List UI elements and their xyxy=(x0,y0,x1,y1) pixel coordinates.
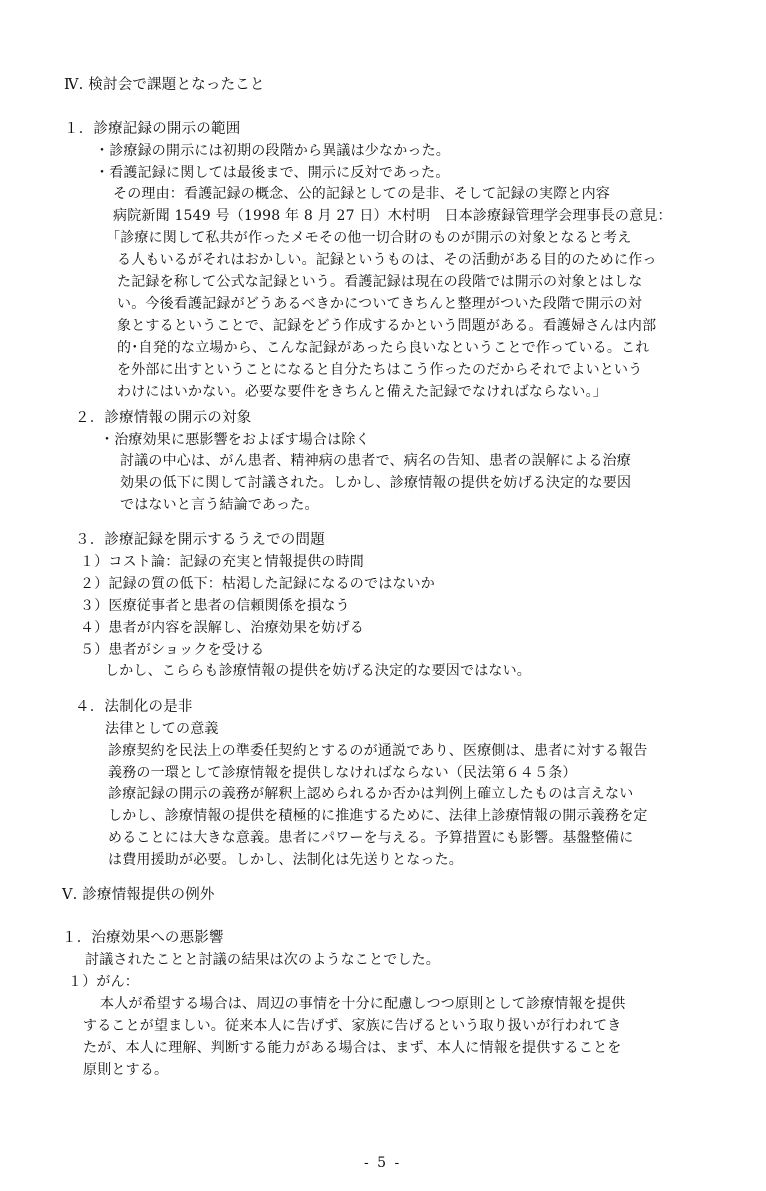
item-4-4-para-2: 義務の一環として診療情報を提供しなければならない（民法第６４５条） xyxy=(108,765,577,781)
item-4-3-point-4: ４）患者が内容を誤解し、治療効果を妨げる xyxy=(80,620,364,636)
item-4-4-subheading: 法律としての意義 xyxy=(105,721,219,737)
item-5-1-heading: １．治療効果への悪影響 xyxy=(62,930,224,946)
item-4-4-para-3: 診療記録の開示の義務が解釈上認められるか否かは判例上確立したものは言えない xyxy=(108,786,634,802)
quote-line-2: る人もいるがそれはおかしい。記録というものは、その活動がある目的のために作っ xyxy=(117,252,657,268)
item-4-3-point-5: ５）患者がショックを受ける xyxy=(80,642,265,658)
item-4-4-para-1: 診療契約を民法上の準委任契約とするのが通説であり、医療側は、患者に対する報告 xyxy=(108,743,648,759)
item-4-1-heading: １．診療記録の開示の範囲 xyxy=(64,121,241,137)
item-4-2-para-1: 討議の中心は、がん患者、精神病の患者で、病名の告知、患者の誤解による治療 xyxy=(120,453,631,469)
item-5-1-para-4: 原則とする。 xyxy=(83,1062,169,1078)
item-5-1-para-2: することが望ましい。従来本人に告げず、家族に告げるという取り扱いが行われてき xyxy=(83,1018,622,1034)
quote-line-8: わけにはいかない。必要な要件をきちんと備えた記録でなければならない。」 xyxy=(117,384,607,400)
item-5-1-subheading: １）がん： xyxy=(68,974,139,990)
item-4-4-para-5: めることには大きな意義。患者にパワーを与える。予算措置にも影響。基盤整備に xyxy=(108,830,634,846)
item-5-1-intro: 討議されたことと討議の結果は次のようなことでした。 xyxy=(85,952,440,968)
item-4-3-point-3: ３）医療従事者と患者の信頼関係を損なう xyxy=(80,598,350,614)
section-4-title: Ⅳ. 検討会で課題となったこと xyxy=(64,77,265,93)
quote-line-3: た記録を称して公式な記録という。看護記録は現在の段階では開示の対象とはしな xyxy=(117,274,643,290)
quote-line-7: を外部に出すということになると自分たちはこう作ったのだからそれでよいという xyxy=(117,362,643,378)
item-4-1-bullet-1: ・診療録の開示には初期の段階から異議は少なかった。 xyxy=(95,143,450,159)
item-4-2-para-3: ではないと言う結論であった。 xyxy=(120,497,319,513)
quote-line-1: 「診療に関して私共が作ったメモその他一切合財のものが開示の対象となると考え xyxy=(106,230,632,246)
quote-line-4: い。今後看護記録がどうあるべきかについてきちんと整理がついた段階で開示の対 xyxy=(117,296,643,312)
item-5-1-para-1: 本人が希望する場合は、周辺の事情を十分に配慮しつつ原則として診療情報を提供 xyxy=(100,996,626,1012)
item-4-1-bullet-2: ・看護記録に関しては最後まで、開示に反対であった。 xyxy=(95,165,450,181)
item-4-1-source: 病院新聞 1549 号（1998 年 8 月 27 日）木村明 日本診療録管理学会理事長の意見： xyxy=(113,208,672,224)
page-number: - 5 - xyxy=(364,1155,402,1171)
item-4-2-para-2: 効果の低下に関して討議された。しかし、診療情報の提供を妨げる決定的な要因 xyxy=(120,475,632,491)
item-4-4-para-4: しかし、診療情報の提供を積極的に推進するために、法律上診療情報の開示義務を定 xyxy=(108,808,648,824)
item-5-1-para-3: たが、本人に理解、判断する能力がある場合は、まず、本人に情報を提供することを xyxy=(83,1040,622,1056)
item-4-1-reason: その理由：看護記録の概念、公的記録としての是非、そして記録の実際と内容 xyxy=(113,186,610,202)
item-4-3-point-1: １）コスト論：記録の充実と情報提供の時間 xyxy=(80,554,364,570)
quote-line-5: 象とするということで、記録をどう作成するかという問題がある。看護婦さんは内部 xyxy=(117,318,657,334)
quote-line-6: 的･自発的な立場から、こんな記録があったら良いなということで作っている。これ xyxy=(117,340,650,356)
item-4-4-heading: ４．法制化の是非 xyxy=(75,699,193,715)
item-4-2-heading: ２．診療情報の開示の対象 xyxy=(75,410,252,426)
item-4-4-para-6: は費用援助が必要。しかし、法制化は先送りとなった。 xyxy=(108,852,463,868)
item-4-3-heading: ３．診療記録を開示するうえでの問題 xyxy=(75,532,325,548)
section-5-title: Ⅴ. 診療情報提供の例外 xyxy=(62,887,215,903)
item-4-2-bullet: ・治療効果に悪影響をおよぼす場合は除く xyxy=(100,432,370,448)
item-4-3-conclusion: しかし、こららも診療情報の提供を妨げる決定的な要因ではない。 xyxy=(105,663,531,679)
item-4-3-point-2: ２）記録の質の低下：枯渇した記録になるのではないか xyxy=(80,576,435,592)
